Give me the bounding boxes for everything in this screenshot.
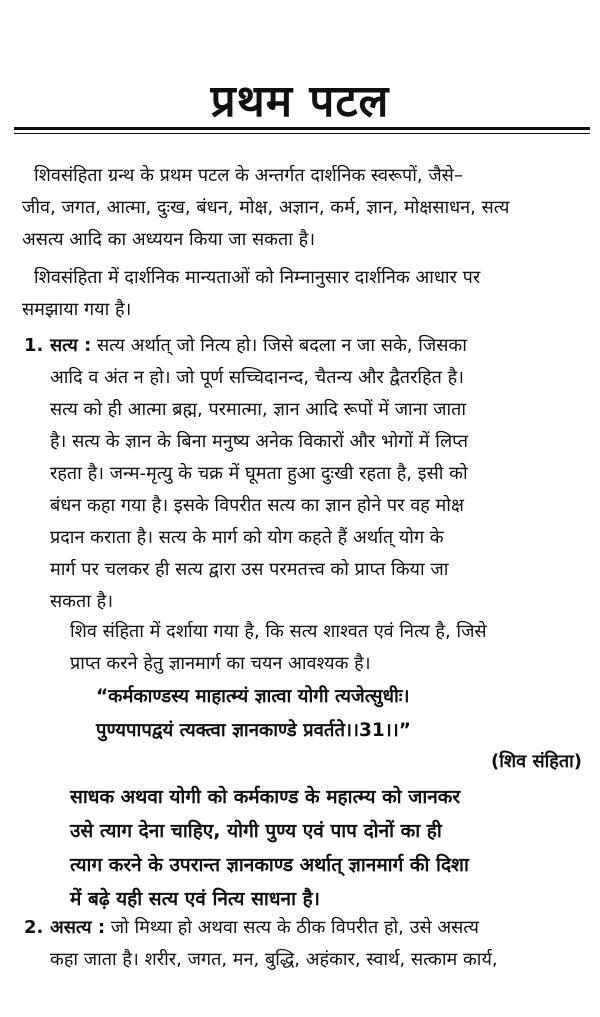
intro-line: जीव, जगत, आत्मा, दुःख, बंधन, मोक्ष, अज्ञान, कर्म, ज्ञान, मोक्षसाधन, सत्य (22, 197, 510, 218)
intro2-paragraph (22, 262, 582, 326)
item-line: है। सत्य के ज्ञान के बिना मनुष्य अनेक विकारों और भोगों में लिप्त (50, 431, 468, 452)
item-line: रहता है। जन्म-मृत्यु के चक्र में घूमता हुआ दुःखी रहता है, इसी को (50, 463, 468, 484)
verse-line: पुण्यपापद्वयं त्यक्त्वा ज्ञानकाण्डे प्रवर्तते।।31।।” (96, 720, 411, 741)
item-line: मार्ग पर चलकर ही सत्य द्वारा उस परमतत्त्व को प्राप्त किया जा (50, 559, 449, 580)
list-item-asatya: 2. असत्य : जो मिथ्या हो अथवा सत्य के ठीक विपरीत हो, उसे असत्य कहा जाता है। शरीर, जगत, मन, बुद्धि, अहंकार, स्वार्थ, सत्काम कार्य, (50, 912, 582, 976)
meaning-line: साधक अथवा योगी को कर्मकाण्ड के महात्म्य को जानकर (70, 786, 461, 808)
item-line: प्रदान कराता है। सत्य के मार्ग को योग कहते हैं अर्थात् योग के (50, 527, 444, 548)
item-number: 2. (24, 917, 44, 938)
meaning-line: त्याग करने के उपरान्त ज्ञानकाण्ड अर्थात् ज्ञानमार्ग की दिशा (70, 854, 469, 876)
verse-source: (शिव संहिता) (491, 751, 582, 772)
item-term: सत्य : (50, 335, 92, 356)
verse-line: “कर्मकाण्डस्य माहात्म्यं ज्ञात्वा योगी त्यजेत्सुधीः। (96, 686, 410, 707)
sub-line: प्राप्त करने हेतु ज्ञानमार्ग का चयन आवश्यक है। (70, 653, 371, 674)
item-line: सत्य को ही आत्मा ब्रह्म, परमात्मा, ज्ञान आदि रूपों में जाना जाता (50, 399, 467, 420)
intro2-line: समझाया गया है। (22, 299, 132, 320)
title-rule-thin (14, 133, 590, 134)
list-item-satya: 1. सत्य : सत्य अर्थात् जो नित्य हो। जिसे बदला न जा सके, जिसका आदि व अंत न हो। जो पूर्ण सच्चिदानन्द, चैतन्य और द्वैतरहित है। सत्य को ही आत्मा ब्रह्म, परमात्मा, ज्ञान आदि रूपों में जाना जाता है। सत्य के ज्ञान के बिना मनुष्य अनेक विकारों और भोगों में लिप्त रहता है। जन्म-मृत्यु के चक्र में घूमता हुआ दुःखी रहता है, इसी को बंधन कहा गया है। इसके विपरीत सत्य का ज्ञान होने पर वह मोक्ष प्रदान कराता है। सत्य के मार्ग को योग कहते हैं अर्थात् योग के मार्ग पर चलकर ही सत्य द्वारा उस परमतत्त्व को प्राप्त किया जा सकता है। (50, 330, 582, 618)
item-line: बंधन कहा गया है। इसके विपरीत सत्य का ज्ञान होने पर वह मोक्ष (50, 495, 464, 516)
title-rule-thick (14, 127, 590, 130)
item-line: सकता है। (50, 591, 114, 612)
page-title: प्रथम पटल (210, 76, 390, 127)
meaning-line: में बढ़े यही सत्य एवं नित्य साधना है। (70, 888, 320, 910)
item1-sub-paragraph (70, 616, 582, 680)
intro2-line: शिवसंहिता में दार्शनिक मान्यताओं को निम्नानुसार दार्शनिक आधार पर (34, 267, 481, 288)
intro-line: असत्य आदि का अध्ययन किया जा सकता है। (22, 229, 316, 250)
sanskrit-verse (96, 680, 582, 748)
item-term: असत्य : (50, 917, 106, 938)
sub-line: शिव संहिता में दर्शाया गया है, कि सत्य शाश्वत एवं नित्य है, जिसे (70, 621, 487, 642)
intro-line: शिवसंहिता ग्रन्थ के प्रथम पटल के अन्तर्गत दार्शनिक स्वरूपों, जैसे– (34, 165, 463, 186)
verse-meaning (70, 780, 582, 916)
intro-paragraph (22, 160, 582, 256)
item-line: कहा जाता है। शरीर, जगत, मन, बुद्धि, अहंकार, स्वार्थ, सत्काम कार्य, (50, 949, 498, 970)
item-line: आदि व अंत न हो। जो पूर्ण सच्चिदानन्द, चैतन्य और द्वैतरहित है। (50, 367, 465, 388)
meaning-line: उसे त्याग देना चाहिए, योगी पुण्य एवं पाप दोनों का ही (70, 820, 442, 842)
item-number: 1. (24, 335, 44, 356)
